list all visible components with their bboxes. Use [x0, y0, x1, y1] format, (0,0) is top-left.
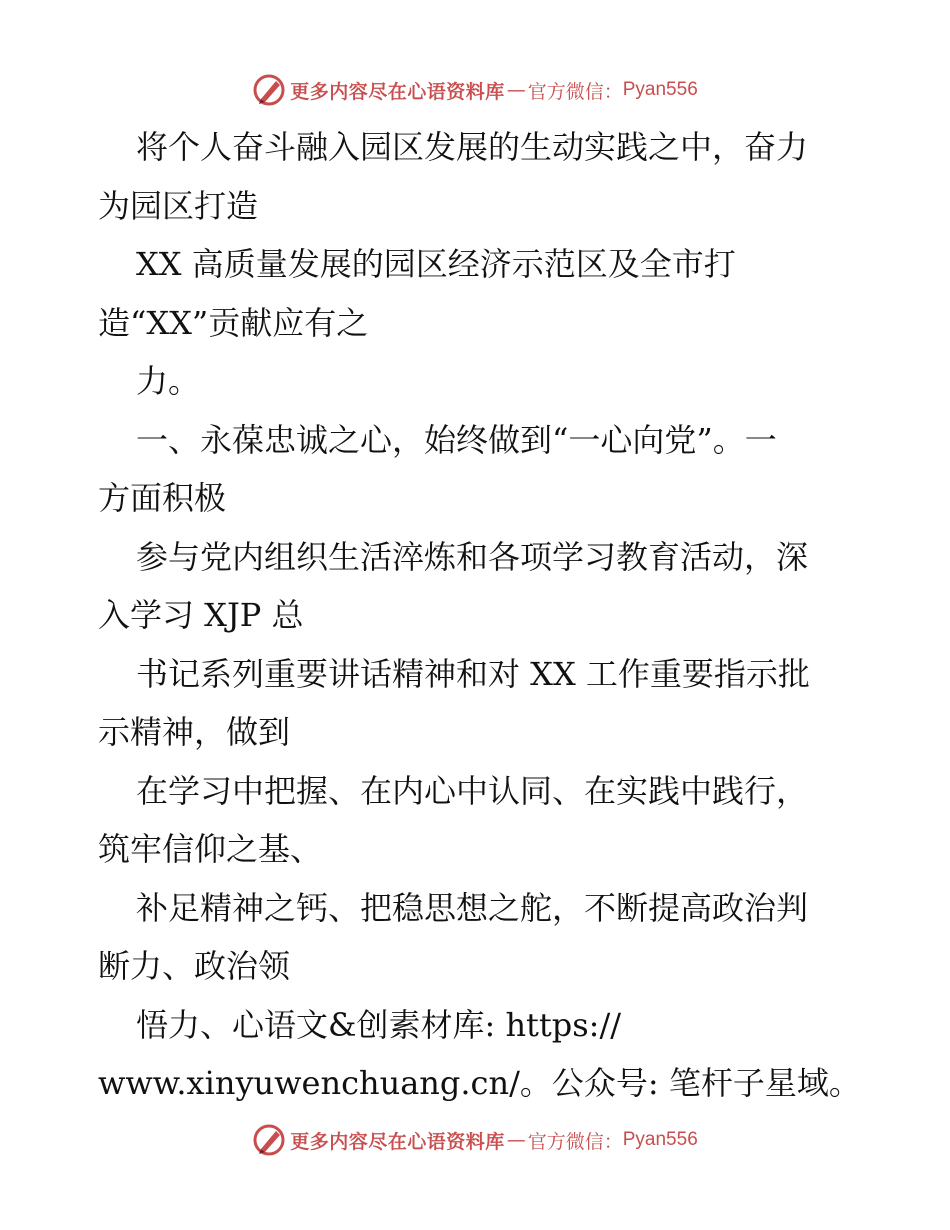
document-body	[98, 118, 868, 1113]
body-line: 力。	[136, 362, 201, 400]
banner-wechat-label: 官方微信：	[527, 1130, 623, 1153]
body-line: 将个人奋斗融入园区发展的生动实践之中，奋力	[136, 128, 809, 166]
banner-title: 更多内容尽在心语资料库	[290, 1130, 505, 1153]
body-line: 书记系列重要讲话精神和对 XX 工作重要指示批	[136, 654, 810, 693]
body-line: 为园区打造	[98, 186, 259, 225]
pen-logo-icon	[252, 73, 286, 107]
body-line: 参与党内组织生活淬炼和各项学习教育活动，深	[136, 537, 809, 576]
body-line: 断力、政治领	[98, 947, 291, 985]
banner-wechat-label: 官方微信：	[527, 80, 623, 103]
body-line: 在学习中把握、在内心中认同、在实践中践行，	[136, 771, 809, 810]
banner-wechat-id: Pyan556	[622, 79, 698, 100]
body-line: 方面积极	[98, 479, 227, 517]
footer-banner	[0, 1120, 950, 1160]
banner-separator: —	[506, 1129, 526, 1151]
header-banner	[0, 70, 950, 110]
body-line: XX 高质量发展的园区经济示范区及全市打	[136, 245, 736, 283]
banner-separator: —	[506, 79, 526, 101]
body-line: 筑牢信仰之基、	[98, 830, 323, 868]
body-line: 入学习 XJP 总	[98, 596, 304, 634]
body-line: 悟力、心语文&创素材库: https://	[136, 1005, 622, 1044]
body-line: www.xinyuwenchuang.cn/。公众号: 笔杆子星域。	[98, 1064, 861, 1102]
body-line: 补足精神之钙、把稳思想之舵，不断提高政治判	[136, 888, 809, 927]
banner-title: 更多内容尽在心语资料库	[290, 80, 505, 103]
banner-wechat-id: Pyan556	[622, 1129, 698, 1150]
body-line: 示精神，做到	[98, 713, 291, 751]
pen-logo-icon	[252, 1123, 286, 1157]
body-line: 一、永葆忠诚之心，始终做到“一心向党”。一	[136, 420, 777, 459]
body-line: 造“XX”贡献应有之	[98, 303, 369, 342]
